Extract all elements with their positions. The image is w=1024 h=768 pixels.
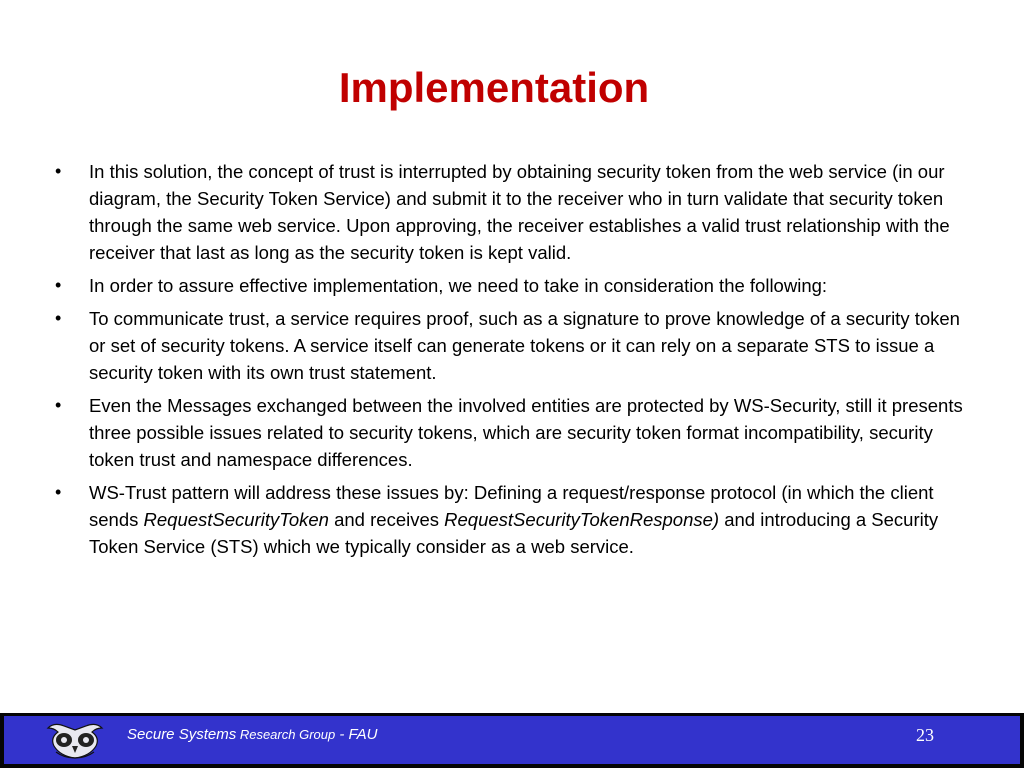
bullet-mark: • xyxy=(55,395,62,415)
footer-org-name xyxy=(127,726,377,744)
bullet-mark: • xyxy=(55,275,62,295)
bullet-text-run: and introducing a Security Token Service (STS) which we typically consider as a web service. xyxy=(89,509,939,557)
bullet-mark: • xyxy=(55,161,62,181)
bullet-text-italic: RequestSecurityToken xyxy=(143,509,329,530)
bullet-text-run: In this solution, the concept of trust is interrupted by obtaining security token from the web service (in our diagram, the Security Token Service) and submit it to the receiver who in turn validate that security token through the same web service. Upon approving, the receiver establishes a valid trust relationship with the receiver that last as long as the security token is kept valid. xyxy=(89,161,950,263)
bullet-list xyxy=(55,158,965,566)
footer-org-part2: Research Group xyxy=(236,727,336,742)
page-number: 23 xyxy=(916,725,934,745)
bullet-item xyxy=(55,272,965,299)
footer-org-part1: Secure Systems xyxy=(127,726,237,743)
bullet-text-run: To communicate trust, a service requires proof, such as a signature to prove knowledge of a security token or set of security tokens. A service itself can generate tokens or it can rely on a separate STS to issue a security token with its own trust statement. xyxy=(89,308,960,383)
bullet-text xyxy=(89,272,965,299)
bullet-text-run: WS-Trust pattern will address these issues by: Defining a request/response protocol (in which the client sends xyxy=(89,482,934,530)
bullet-item xyxy=(55,305,965,386)
bullet-item xyxy=(55,479,965,560)
bullet-text-run: and receives xyxy=(328,509,445,530)
bullet-text xyxy=(89,479,965,560)
footer-org-part3: - FAU xyxy=(335,726,378,743)
owl-logo-icon xyxy=(44,720,106,760)
bullet-mark: • xyxy=(55,308,62,328)
bullet-text xyxy=(89,158,965,266)
slide-title: Implementation xyxy=(338,64,650,111)
bullet-text-italic: RequestSecurityTokenResponse) xyxy=(444,509,720,530)
bullet-text xyxy=(89,392,965,473)
bullet-text xyxy=(89,305,965,386)
bullet-text-run: Even the Messages exchanged between the involved entities are protected by WS-Security, still it presents three possible issues related to security tokens, which are security token format incompatibility, security token trust and namespace differences. xyxy=(89,395,963,470)
bullet-mark: • xyxy=(55,482,62,502)
bullet-text-run: In order to assure effective implementation, we need to take in consideration the following: xyxy=(89,275,828,296)
bullet-item xyxy=(55,158,965,266)
bullet-item xyxy=(55,392,965,473)
